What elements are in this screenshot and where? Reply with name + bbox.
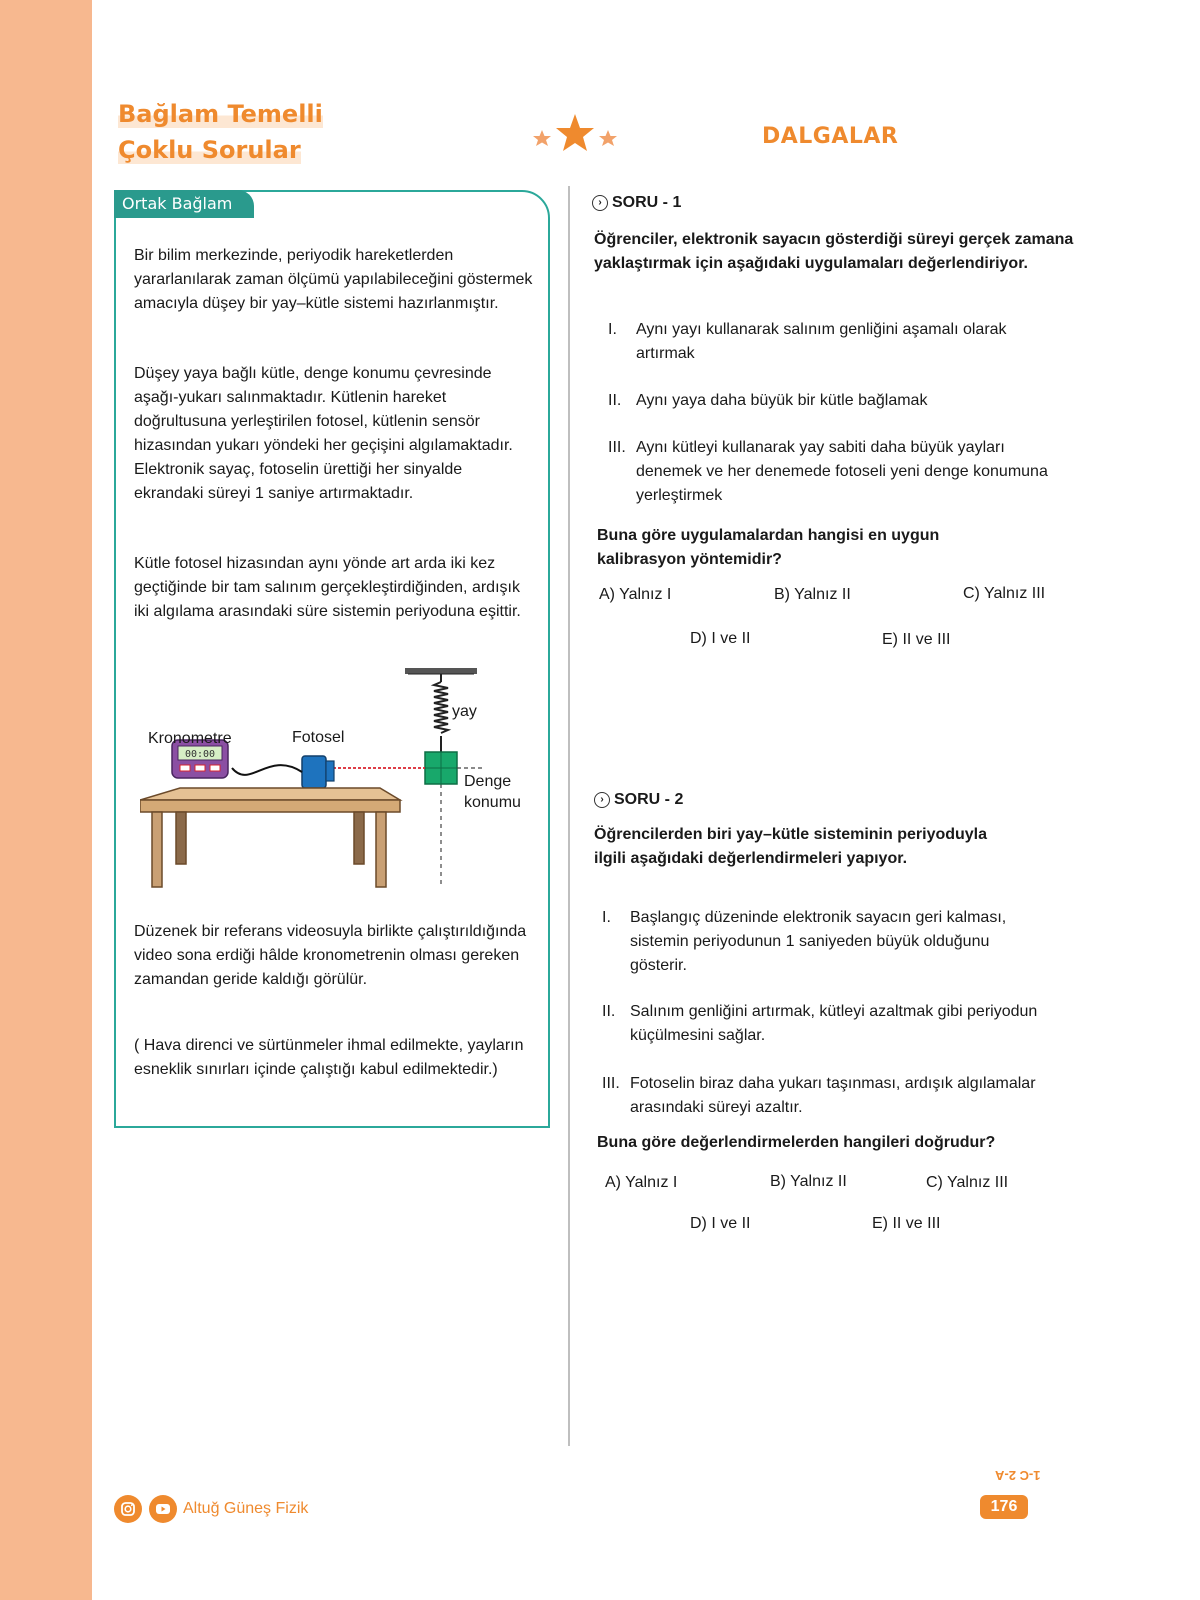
cable bbox=[232, 765, 302, 775]
question-2-option-a[interactable]: A) Yalnız I bbox=[605, 1174, 678, 1191]
context-paragraph-1: Bir bilim merkezinde, periyodik hareketlerden yararlanılarak zaman ölçümü yapılabileceğini göstermek amacıyla düşey bir yay–kütle sistemi hazırlanmıştır. bbox=[134, 247, 533, 312]
context-tab: Ortak Bağlam bbox=[114, 190, 254, 218]
question-1-item-1 bbox=[608, 318, 1048, 366]
question-1-option-a[interactable]: A) Yalnız I bbox=[599, 586, 672, 603]
question-2-item-2 bbox=[602, 1000, 1072, 1048]
label-konumu: konumu bbox=[464, 794, 521, 811]
question-2-item-1 bbox=[602, 906, 1072, 978]
context-paragraph-2: Düşey yaya bağlı kütle, denge konumu çevresinde aşağı-yukarı salınmaktadır. Kütlenin hareket doğrultusuna yerleştirilen fotosel, kütlenin sensör hizasından yukarı yöndeki her geçişini algılamaktadır. Elektronik sayaç, fotoselin ürettiği her sinyalde ekrandaki süreyi 1 saniye artırmaktadır. bbox=[134, 365, 513, 502]
question-2-option-d[interactable]: D) I ve II bbox=[690, 1215, 751, 1232]
question-1-option-e[interactable]: E) II ve III bbox=[882, 631, 951, 648]
section-title-line1: Bağlam Temelli bbox=[118, 100, 323, 128]
question-1-option-d[interactable]: D) I ve II bbox=[690, 630, 751, 647]
column-divider bbox=[568, 186, 570, 1446]
chronometer-display: 00:00 bbox=[184, 749, 216, 760]
brand-name[interactable]: Altuğ Güneş Fizik bbox=[183, 1500, 309, 1517]
question-1-stem: Öğrenciler, elektronik sayacın gösterdiği süreyi gerçek zamana yaklaştırmak için aşağıdaki uygulamaları değerlendiriyor. bbox=[594, 231, 1074, 272]
spring bbox=[434, 674, 448, 752]
context-paragraph-5: ( Hava direnci ve sürtünmeler ihmal edilmekte, yayların esneklik sınırları içinde çalıştığı kabul edilmektedir.) bbox=[134, 1037, 524, 1078]
left-color-strip bbox=[0, 0, 92, 1600]
youtube-icon[interactable] bbox=[149, 1495, 177, 1523]
context-paragraph-4: Düzenek bir referans videosuyla birlikte çalıştırıldığında video sona erdiği hâlde kronometrenin olması gereken zamandan geride kaldığı görülür. bbox=[134, 923, 527, 988]
question-2-header bbox=[594, 791, 683, 809]
item-number: I. bbox=[608, 321, 617, 338]
item-number: I. bbox=[602, 909, 611, 926]
question-2-prompt: Buna göre değerlendirmelerden hangileri doğrudur? bbox=[597, 1134, 996, 1151]
question-1-option-b[interactable]: B) Yalnız II bbox=[774, 586, 851, 603]
question-2-item-3 bbox=[602, 1072, 1072, 1120]
page-number: 176 bbox=[980, 1495, 1028, 1519]
unit-title: DALGALAR bbox=[762, 124, 899, 149]
question-2-option-e[interactable]: E) II ve III bbox=[872, 1215, 941, 1232]
ceiling bbox=[405, 668, 477, 674]
item-number: III. bbox=[608, 439, 626, 456]
label-fotosel: Fotosel bbox=[292, 729, 345, 746]
item-text: Aynı yaya daha büyük bir kütle bağlamak bbox=[636, 392, 928, 409]
question-1-prompt: Buna göre uygulamalardan hangisi en uygun kalibrasyon yöntemidir? bbox=[597, 527, 940, 568]
chevron-right-icon: › bbox=[592, 195, 608, 211]
context-paragraph-3: Kütle fotosel hizasından aynı yönde art arda iki kez geçtiğinde bir tam salınım gerçekleştirdiğinden, ardışık iki algılama arasındaki süre sistemin periyoduna eşittir. bbox=[134, 555, 521, 620]
question-1-header bbox=[592, 194, 681, 212]
item-text: Başlangıç düzeninde elektronik sayacın geri kalması, sistemin periyodunun 1 saniyeden büyük olduğunu gösterir. bbox=[630, 909, 1007, 974]
question-2-option-b[interactable]: B) Yalnız II bbox=[770, 1173, 847, 1190]
item-number: II. bbox=[608, 392, 622, 409]
item-text: Salınım genliğini artırmak, kütleyi azaltmak gibi periyodun küçülmesini sağlar. bbox=[630, 1003, 1038, 1044]
question-2-stem: Öğrencilerden biri yay–kütle sisteminin periyoduyla ilgili aşağıdaki değerlendirmeleri yapıyor. bbox=[594, 826, 988, 867]
item-text: Aynı yayı kullanarak salınım genliğini aşamalı olarak artırmak bbox=[636, 321, 1007, 362]
question-2-option-c[interactable]: C) Yalnız III bbox=[926, 1174, 1009, 1191]
instagram-icon[interactable] bbox=[114, 1495, 142, 1523]
label-yay: yay bbox=[452, 703, 477, 720]
label-denge: Denge bbox=[464, 773, 512, 790]
chevron-right-icon: › bbox=[594, 792, 610, 808]
section-title-line2: Çoklu Sorular bbox=[118, 136, 301, 164]
question-1-item-3 bbox=[608, 436, 1048, 508]
item-text: Aynı kütleyi kullanarak yay sabiti daha büyük yayları denemek ve her denemede fotoseli yeni denge konumuna yerleştirmek bbox=[636, 439, 1048, 504]
answer-key: 1-C 2-A bbox=[995, 1468, 1041, 1483]
star-icon bbox=[530, 112, 620, 156]
item-number: III. bbox=[602, 1075, 620, 1092]
label-kronometre: Kronometre bbox=[148, 730, 232, 747]
table-top bbox=[140, 788, 400, 800]
item-text: Fotoselin biraz daha yukarı taşınması, ardışık algılamalar arasındaki süreyi azaltır. bbox=[630, 1075, 1036, 1116]
item-number: II. bbox=[602, 1003, 616, 1020]
question-2-label: SORU - 2 bbox=[614, 791, 684, 808]
question-1-option-c[interactable]: C) Yalnız III bbox=[963, 585, 1046, 602]
question-1-label: SORU - 1 bbox=[612, 194, 682, 211]
question-1-item-2 bbox=[608, 389, 1048, 413]
photocell bbox=[302, 756, 326, 788]
